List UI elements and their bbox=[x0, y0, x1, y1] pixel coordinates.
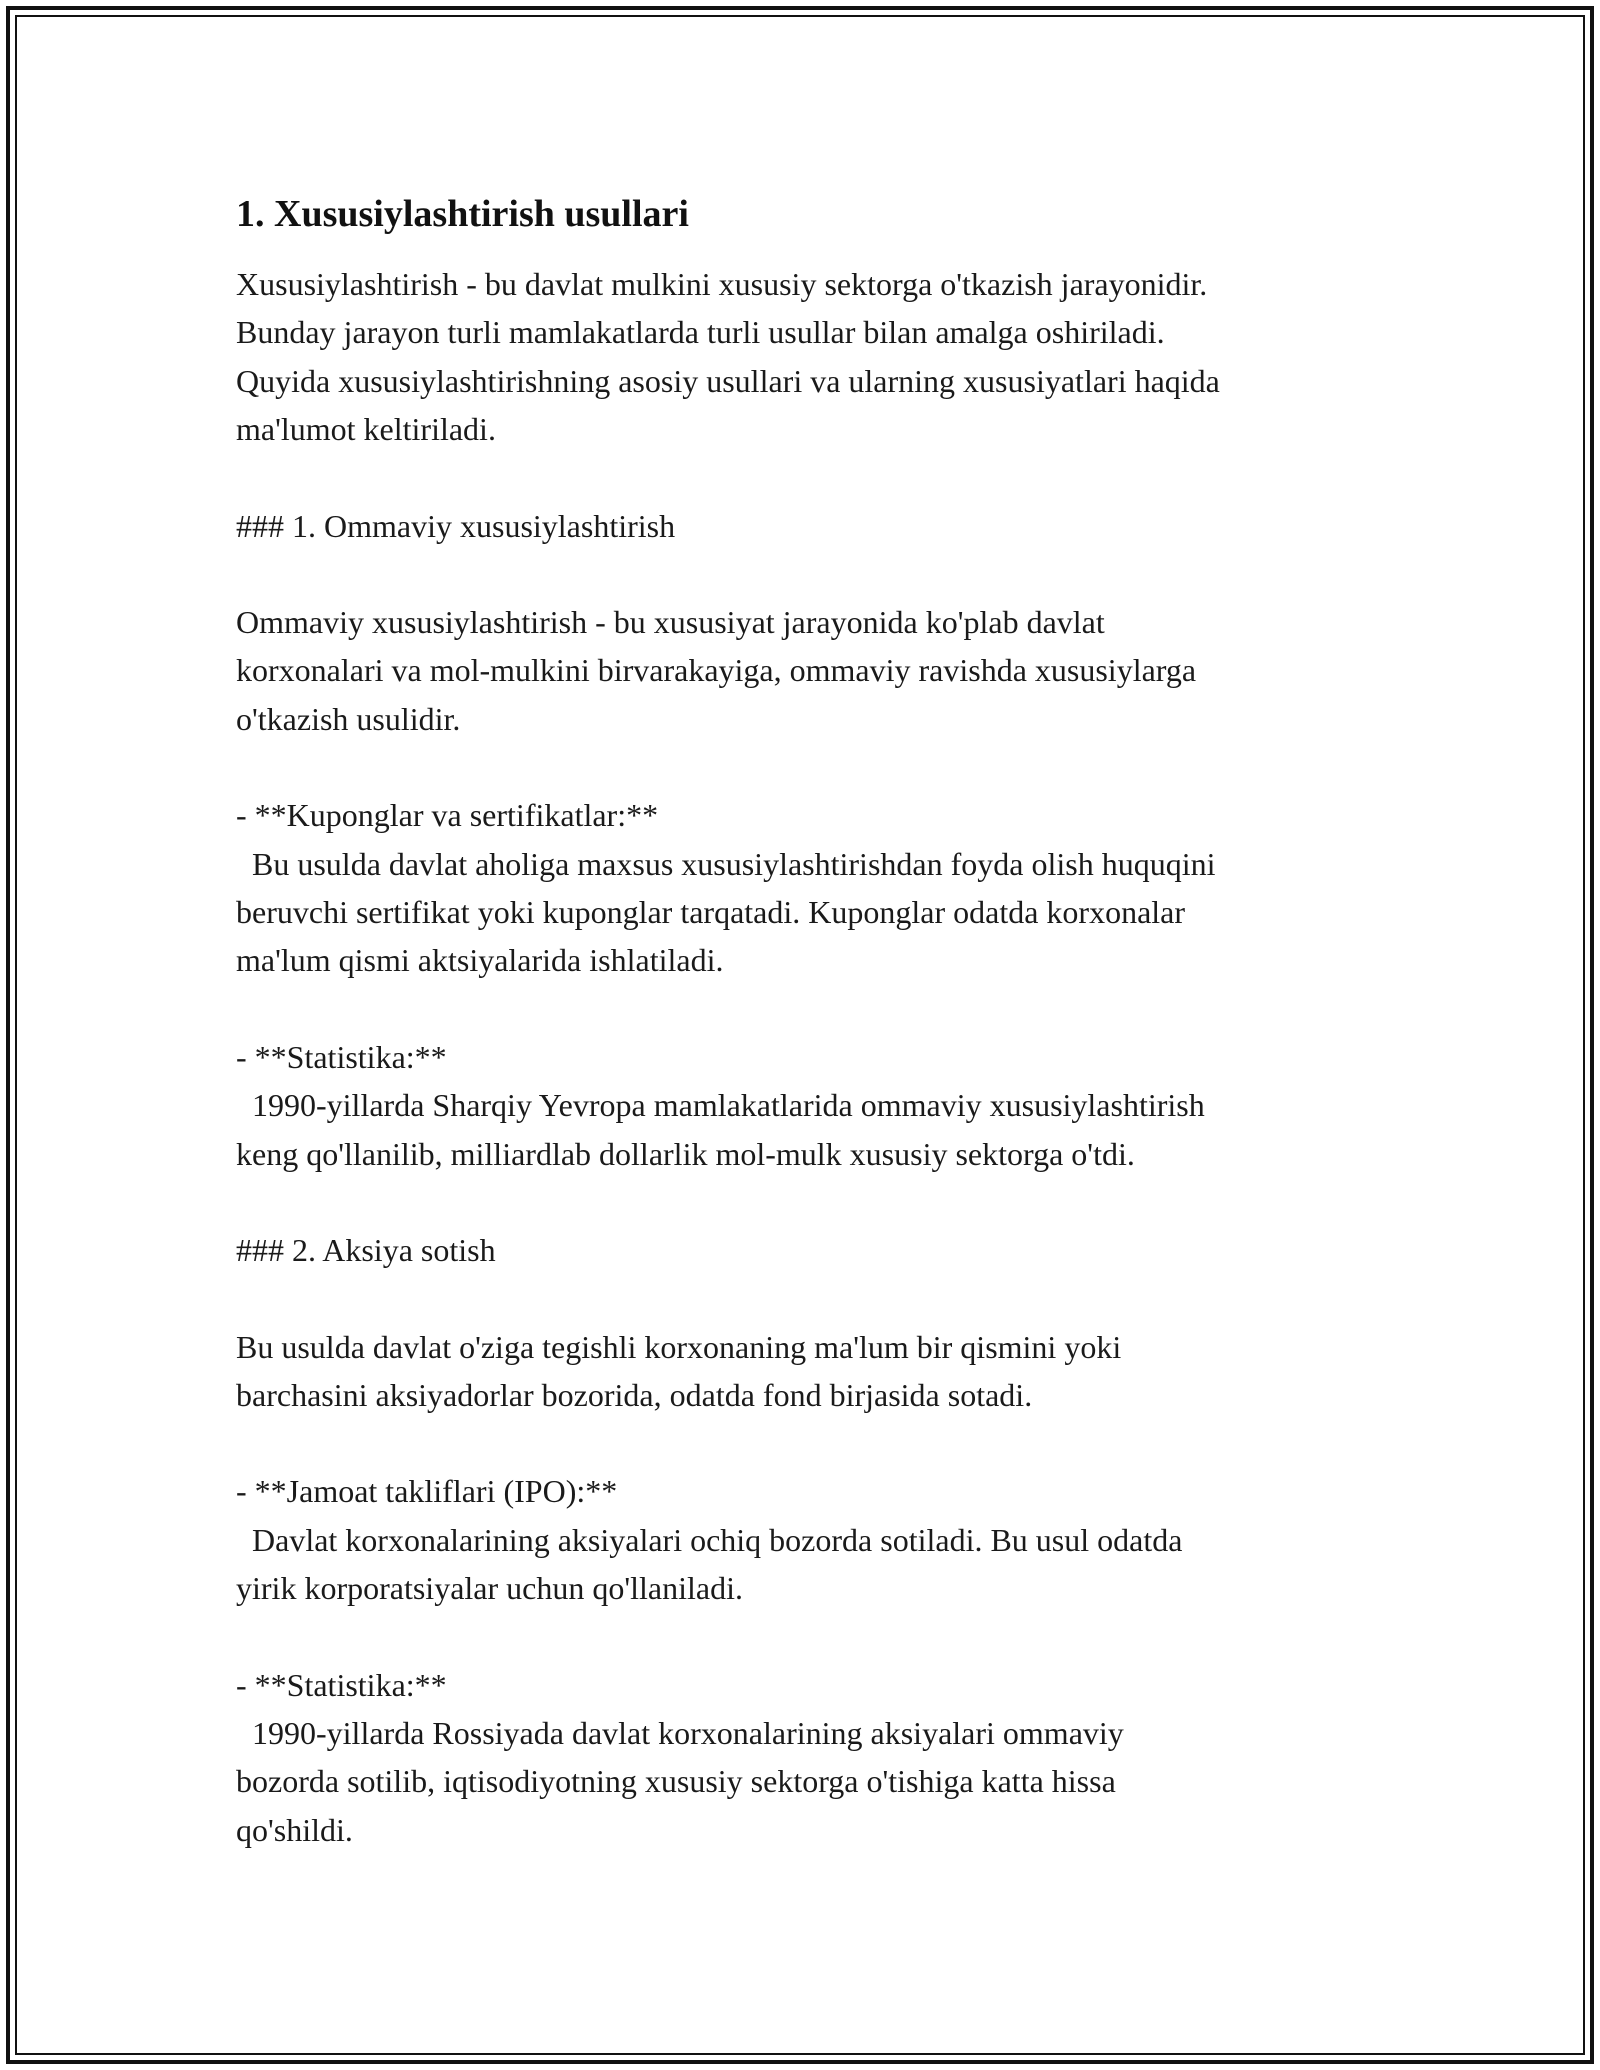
document-title: 1. Xususiylashtirish usullari bbox=[236, 193, 689, 235]
section-heading-mass-privatization: ### 1. Ommaviy xususiylashtirish bbox=[236, 507, 676, 544]
section-heading-share-sale: ### 2. Aksiya sotish bbox=[236, 1232, 496, 1269]
mass-privatization-paragraph: Ommaviy xususiylashtirish - bu xususiyat jarayonida ko'plab davlat korxonalari va mol-mulkini birvarakayiga, ommaviy ravishda xususiylarga o'tkazish usulidir. bbox=[236, 604, 1197, 737]
intro-paragraph: Xususiylashtirish - bu davlat mulkini xususiy sektorga o'tkazish jarayonidir. Bunday jarayon turli mamlakatlarda turli usullar bilan amalga oshiriladi. Quyida xususiylashtirishning asosiy usullari va ularning xususiyatlari haqida ma'lumot keltiriladi. bbox=[236, 266, 1220, 448]
ipo-list-item: - **Jamoat takliflari (IPO):** Davlat korxonalarining aksiyalari ochiq bozorda sotiladi. Bu usul odatda yirik korporatsiyalar uchun qo'llaniladi. bbox=[236, 1473, 1183, 1607]
statistics-list-item-2: - **Statistika:** 1990-yillarda Rossiyada davlat korxonalarining aksiyalari ommaviy bozorda sotilib, iqtisodiyotning xususiy sektorga o'tishiga katta hissa qo'shildi. bbox=[236, 1666, 1124, 1848]
document-body bbox=[236, 188, 1376, 1902]
statistics-list-item-1: - **Statistika:** 1990-yillarda Sharqiy Yevropa mamlakatlarida ommaviy xususiylashtirish keng qo'llanilib, milliardlab dollarlik mol-mulk xususiy sektorga o'tdi. bbox=[236, 1038, 1205, 1172]
vouchers-list-item: - **Kuponglar va sertifikatlar:** Bu usulda davlat aholiga maxsus xususiylashtirishdan foyda olish huquqini beruvchi sertifikat yoki kuponglar tarqatadi. Kuponglar odatda korxonalar ma'lum qismi aktsiyalarida ishlatiladi. bbox=[236, 797, 1216, 979]
share-sale-paragraph: Bu usulda davlat o'ziga tegishli korxonaning ma'lum bir qismini yoki barchasini aksiyadorlar bozorida, odatda fond birjasida sotadi. bbox=[236, 1328, 1122, 1413]
